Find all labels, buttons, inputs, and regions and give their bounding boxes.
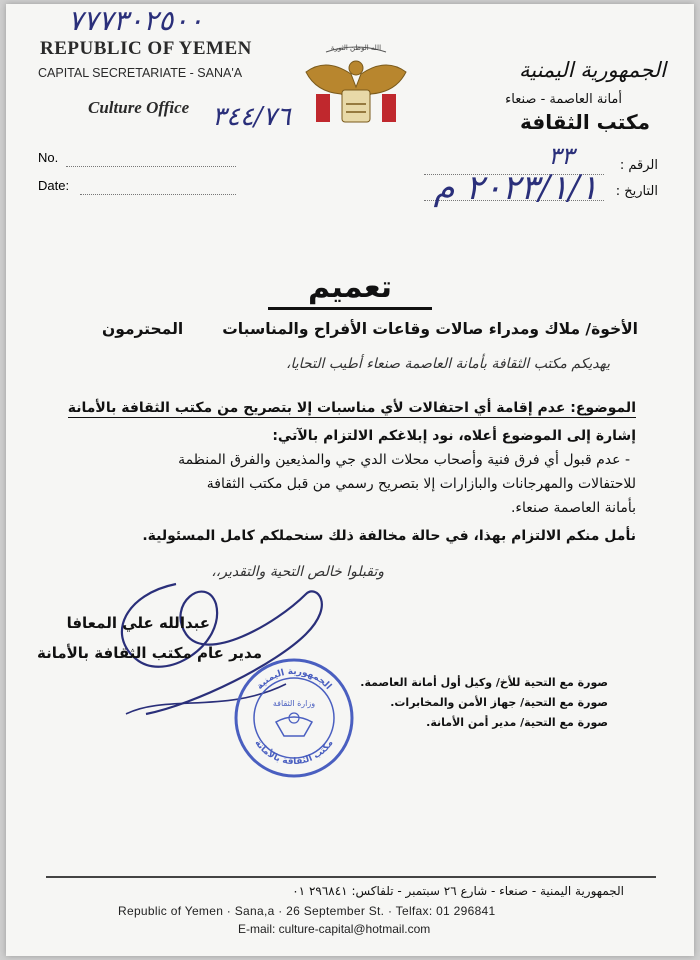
handwritten-date: ٢٠٢٣/١/١ م — [433, 168, 598, 208]
reference-line: إشارة إلى الموضوع أعلاه، نود إبلاغكم الالتزام بالآتي: — [272, 428, 636, 444]
addressee: الأخوة/ ملاك ومدراء صالات وقاعات الأفراح والمناسبات — [222, 320, 638, 338]
signatory-title: مدير عام مكتب الثقافة بالأمانة — [36, 644, 262, 662]
greeting: يهديكم مكتب الثقافة بأمانة العاصمة صنعاء أطيب التحايا، — [286, 356, 610, 372]
handwritten-top-number: ٧٧٧٣٠٢٥٠٠ — [68, 4, 204, 37]
subject-line: الموضوع: عدم إقامة أي احتفالات لأي مناسبات إلا بتصريح من مكتب الثقافة بالأمانة — [67, 400, 636, 416]
footer-email: E-mail: culture-capital@hotmail.com — [238, 922, 431, 936]
letter-page — [6, 4, 694, 956]
svg-text:وزارة الثقافة: وزارة الثقافة — [272, 699, 316, 708]
svg-text:الجمهورية اليمنية: الجمهورية اليمنية — [255, 666, 334, 692]
handwritten-number: ٣٣ — [548, 142, 574, 170]
handwritten-reference: ٣٤٤/٧٦ — [212, 102, 291, 132]
item-line-1: - عدم قبول أي فرق فنية وأصحاب محلات الدي جي والمذيعين والفرق المنظمة — [178, 452, 630, 468]
yemen-emblem — [296, 32, 416, 132]
office-stamp — [232, 656, 356, 780]
ar-office-heading: مكتب الثقافة — [520, 110, 650, 134]
footer-arabic-line: الجمهورية اليمنية - صنعاء - شارع ٢٦ سبتمبر - تلفاكس: ٢٩٦٨٤١ ٠١ — [292, 884, 624, 898]
en-republic-heading: REPUBLIC OF YEMEN — [40, 38, 252, 59]
respected-label: المحترمون — [102, 320, 184, 338]
en-date-label: Date: — [38, 178, 70, 193]
ar-secretariate-heading: أمانة العاصمة - صنعاء — [505, 92, 622, 107]
copy-line-3: صورة مع التحية/ مدير أمن الأمانة. — [426, 716, 608, 729]
en-office-heading: Culture Office — [88, 98, 190, 117]
closing-line: وتقبلوا خالص التحية والتقدير،، — [211, 564, 384, 580]
en-secretariate-heading: CAPITAL SECRETARIATE - SANA'A — [38, 66, 243, 80]
footer-english-line: Republic of Yemen · Sana,a · 26 September St. · Telfax: 01 296841 — [118, 904, 496, 918]
svg-text:الله الوطن الثورة: الله الوطن الثورة — [330, 44, 382, 52]
signatory-name: عبدالله علي المعافا — [66, 614, 210, 632]
en-no-label: No. — [38, 150, 59, 165]
warning-line: نأمل منكم الالتزام بهذا، في حالة مخالفة ذلك سنحملكم كامل المسئولية. — [142, 528, 636, 544]
ar-republic-heading: الجمهورية اليمنية — [518, 58, 666, 82]
copy-line-2: صورة مع التحية/ جهاز الأمن والمخابرات. — [390, 696, 608, 709]
copy-line-1: صورة مع التحية للأخ/ وكيل أول أمانة العاصمة. — [360, 676, 608, 689]
ar-date-label: التاريخ : — [615, 184, 658, 199]
footer-rule-top — [46, 876, 656, 878]
ar-no-label: الرقم : — [619, 158, 658, 173]
item-line-2: للاحتفالات والمهرجانات والبازارات إلا بتصريح رسمي من قبل مكتب الثقافة — [206, 476, 636, 492]
svg-text:مكتب الثقافة بالأمانة: مكتب الثقافة بالأمانة — [252, 738, 336, 768]
item-line-3: بأمانة العاصمة صنعاء. — [510, 500, 636, 516]
document-title: تعميم — [6, 270, 694, 305]
